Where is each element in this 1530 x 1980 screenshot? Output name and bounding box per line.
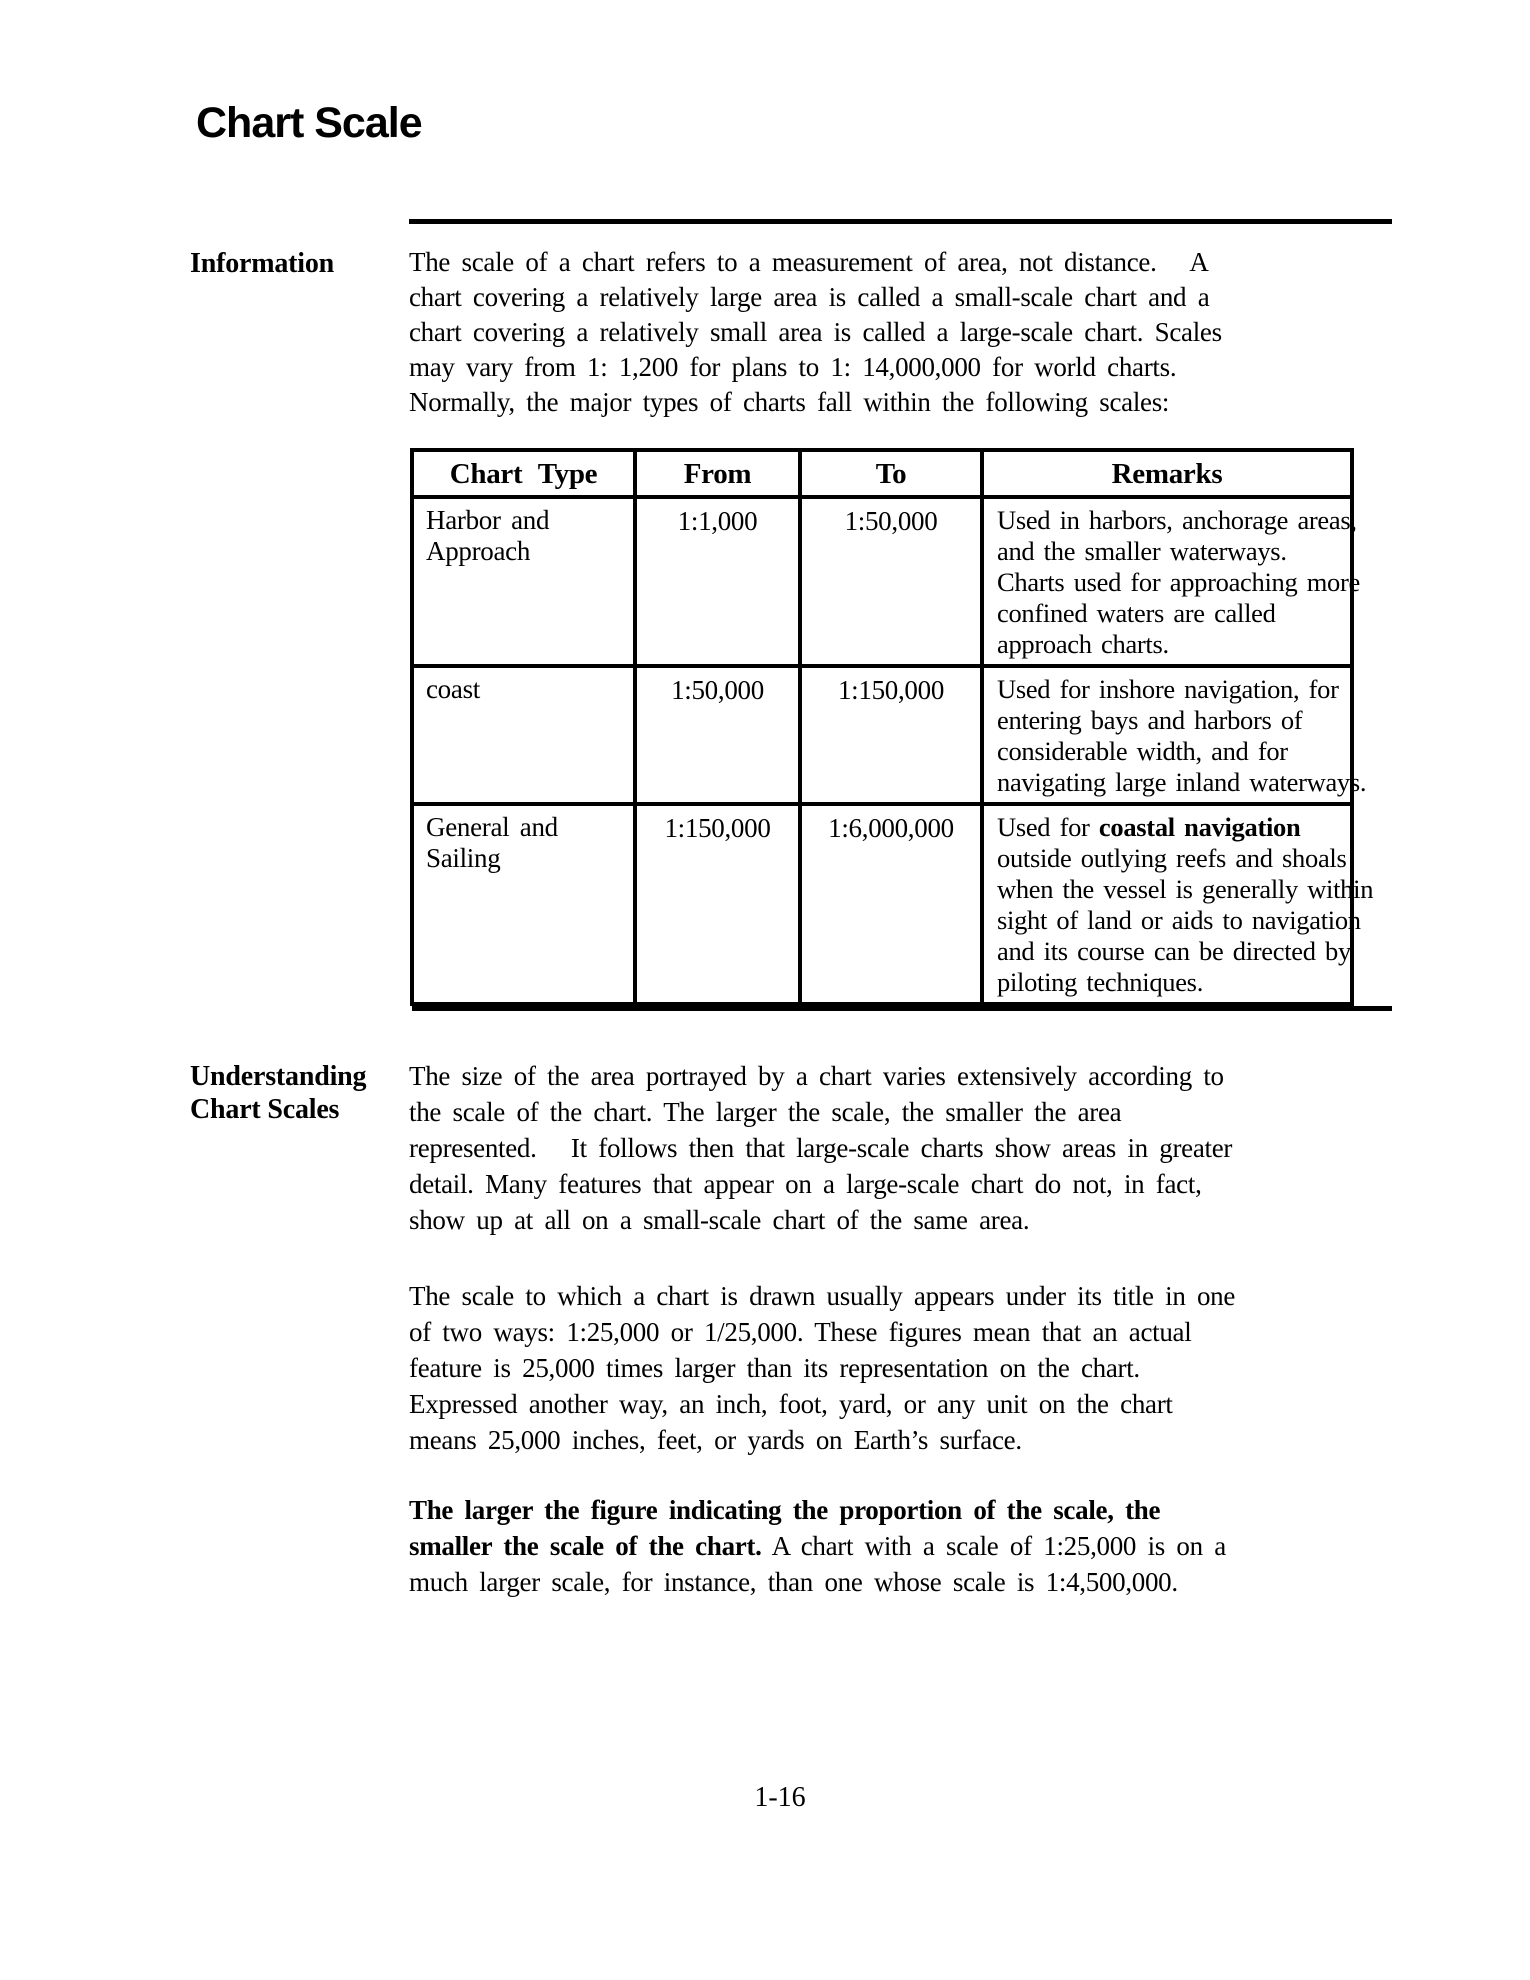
table-row-coast-to: 1:150,000	[802, 668, 984, 806]
understanding-section-body	[409, 1058, 1369, 1600]
table-row-coast-chart-type: coast	[414, 668, 637, 806]
paragraph3-line1-bold: The larger the figure indicating the proportion of the scale, the	[409, 1495, 1161, 1525]
table-header-remarks: Remarks	[984, 452, 1350, 499]
remarks-first-line	[997, 812, 1348, 843]
chart-scale-table	[410, 448, 1374, 1006]
top-horizontal-rule	[409, 219, 1392, 224]
paragraph3-line3: much larger scale, for instance, than one whose scale is 1:4,500,000.	[409, 1567, 1178, 1597]
understanding-paragraph-1: The size of the area portrayed by a chart varies extensively according to the scale of the chart. The larger the scale, the smaller the area represented. It follows then that large-scale charts show areas in greater detail. Many features that appear on a large-scale chart do not, in fact, show up at all on a small-scale chart of the same area.	[409, 1061, 1233, 1235]
table-row-harbor-from: 1:1,000	[637, 499, 802, 668]
remarks-bold-text: coastal navigation	[1098, 812, 1301, 842]
paragraph3-line2-bold: smaller the scale of the chart.	[409, 1531, 762, 1561]
table-row-general-remarks	[984, 806, 1374, 1002]
page-number: 1-16	[754, 1782, 806, 1813]
table-row-general-to: 1:6,000,000	[802, 806, 984, 1002]
understanding-paragraph-2: The scale to which a chart is drawn usually appears under its title in one of two ways: 1:25,000 or 1/25,000. These figures mean that an actual feature is 25,000 times larger than its representation on the chart. Expressed another way, an inch, foot, yard, or any unit on the chart means 25,000 inches, feet, or yards on Earth’s surface.	[409, 1281, 1236, 1455]
information-section-label: Information	[190, 248, 335, 279]
table-header-to: To	[802, 452, 984, 499]
table-row-coast-from: 1:50,000	[637, 668, 802, 806]
table-row-general-from: 1:150,000	[637, 806, 802, 1002]
understanding-section-label: Understanding Chart Scales	[190, 1061, 367, 1125]
remarks-rest-lines: outside outlying reefs and shoals when the vessel is generally within sight of land or aids to navigation and its course can be directed by piloting techniques.	[997, 843, 1374, 997]
paragraph3-line2-normal: A chart with a scale of 1:25,000 is on a	[761, 1531, 1226, 1561]
table-row-harbor-chart-type: Harbor and Approach	[414, 499, 637, 668]
remarks-prefix-text: Used for	[997, 812, 1099, 842]
table-header-chart-type: Chart Type	[414, 452, 637, 499]
table-row-harbor-to: 1:50,000	[802, 499, 984, 668]
page-title: Chart Scale	[196, 99, 422, 147]
understanding-paragraph-3	[409, 1492, 1369, 1600]
table-row-harbor-remarks: Used in harbors, anchorage areas, and the smaller waterways. Charts used for approaching more confined waters are called approach charts.	[984, 499, 1350, 668]
paragraph3-line2	[409, 1528, 1369, 1564]
table-row-coast-remarks: Used for inshore navigation, for entering bays and harbors of considerable width, and for navigating large inland waterways.	[984, 668, 1350, 806]
table-header-from: From	[637, 452, 802, 499]
table-row-general-chart-type: General and Sailing	[414, 806, 637, 1002]
middle-horizontal-rule	[412, 1006, 1392, 1011]
information-paragraph: The scale of a chart refers to a measurement of area, not distance. A chart covering a relatively large area is called a small-scale chart and a chart covering a relatively small area is called a large-scale chart. Scales may vary from 1: 1,200 for plans to 1: 14,000,000 for world charts. Normally, the major types of charts fall within the following scales:	[409, 247, 1222, 417]
